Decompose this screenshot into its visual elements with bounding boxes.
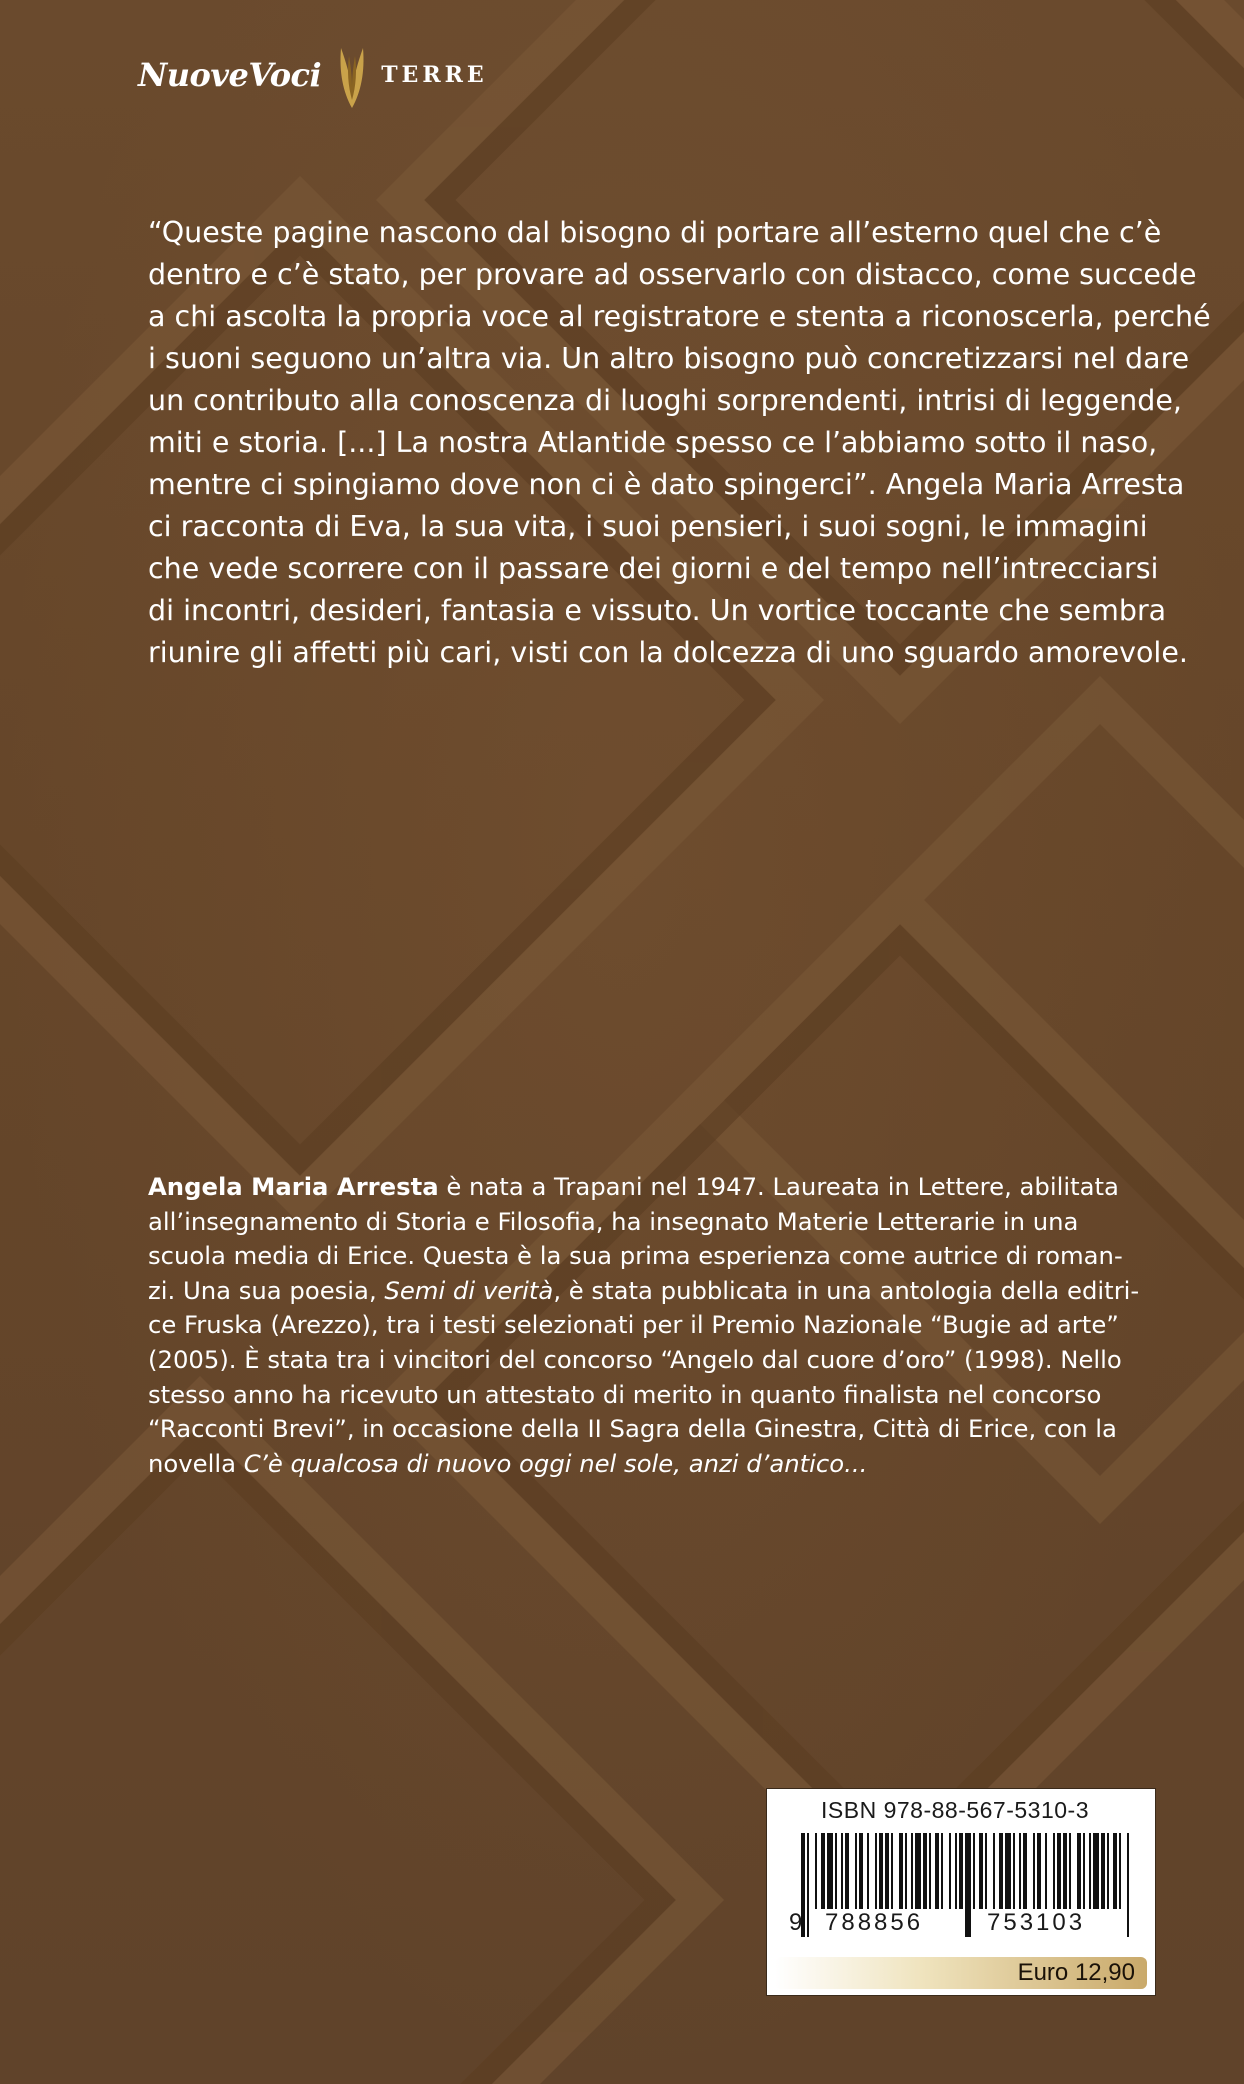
blurb-line: miti e storia. [...] La nostra Atlantide spesso ce l’abbiamo sotto il naso, [148, 426, 1158, 459]
barcode-bar [1107, 1833, 1109, 1909]
poem-title: Semi di verità [384, 1275, 554, 1305]
barcode-digit-group-2: 753103 [987, 1909, 1086, 1936]
barcode-bar [879, 1833, 883, 1909]
series-name: TERRE [381, 62, 488, 88]
barcode-bar [885, 1833, 889, 1909]
flame-logo-icon [337, 42, 367, 108]
barcode-bar [949, 1833, 951, 1909]
barcode-bar [973, 1833, 975, 1909]
barcode-bar [1083, 1833, 1085, 1909]
barcode-bar [1013, 1833, 1015, 1909]
price-bar [775, 1957, 1147, 1989]
blurb-line: a chi ascolta la propria voce al registratore e stenta a riconoscerla, perché [148, 300, 1211, 333]
blurb-line: di incontri, desideri, fantasia e vissuto. Un vortice toccante che sembra [148, 594, 1167, 627]
barcode-bar [985, 1833, 987, 1909]
blurb-line: “Queste pagine nascono dal bisogno di portare all’esterno quel che c’è [148, 216, 1162, 249]
bio-line: stesso anno ha ricevuto un attestato di merito in quanto finalista nel concorso [148, 1379, 1102, 1409]
barcode-bar [1069, 1833, 1071, 1909]
barcode-bar [891, 1833, 893, 1909]
barcode-bar [1033, 1833, 1035, 1909]
isbn-label: ISBN 978-88-567-5310-3 [821, 1797, 1089, 1823]
barcode-digit-first: 9 [789, 1909, 803, 1936]
novella-title: C’è qualcosa di nuovo oggi nel sole, anzi d’antico... [243, 1448, 868, 1478]
barcode-bar [999, 1833, 1003, 1909]
bio-line: novella C’è qualcosa di nuovo oggi nel sole, anzi d’antico... [148, 1448, 868, 1478]
blurb-line: un contributo alla conoscenza di luoghi sorprendenti, intrisi di leggende, [148, 384, 1182, 417]
author-bio [148, 1170, 1140, 1481]
barcode-bar [905, 1833, 907, 1909]
barcode-bar [1119, 1833, 1121, 1909]
barcode-bar [821, 1833, 825, 1909]
barcode-bar [835, 1833, 837, 1909]
barcode-bar [1005, 1833, 1011, 1909]
barcode-bar [1023, 1833, 1027, 1909]
barcode-bar [1093, 1833, 1099, 1909]
isbn-barcode-box [766, 1788, 1156, 1996]
blurb-line: dentro e c’è stato, per provare ad osservarlo con distacco, come succede [148, 258, 1197, 291]
barcode-bar [1019, 1833, 1021, 1909]
bio-line: all’insegnamento di Storia e Filosofia, ha insegnato Materie Letterarie in una [148, 1206, 1079, 1236]
blurb-line: ci racconta di Eva, la sua vita, i suoi pensieri, i suoi sogni, le immagini [148, 510, 1148, 543]
publisher-header [138, 40, 488, 110]
barcode-bar [915, 1833, 921, 1909]
blurb-line: riunire gli affetti più cari, visti con la dolcezza di uno sguardo amorevole. [148, 636, 1188, 669]
barcode-bar [1113, 1833, 1117, 1909]
barcode-digits [789, 1909, 1139, 1937]
bio-line: (2005). È stata tra i vincitori del concorso “Angelo dal cuore d’oro” (1998). Nello [148, 1344, 1122, 1374]
barcode-bar [867, 1833, 869, 1909]
barcode-bar [1089, 1833, 1091, 1909]
blurb-line: che vede scorrere con il passare dei giorni e del tempo nell’intrecciarsi [148, 552, 1159, 585]
barcode-bar [979, 1833, 983, 1909]
author-name: Angela Maria Arresta [148, 1172, 439, 1201]
barcode-bar [911, 1833, 913, 1909]
barcode-bar [1101, 1833, 1105, 1909]
blurb-line: mentre ci spingiamo dove non ci è dato spingerci”. Angela Maria Arresta [148, 468, 1185, 501]
barcode-bar [959, 1833, 963, 1909]
blurb-line: i suoni seguono un’altra via. Un altro bisogno può concretizzarsi nel dare [148, 342, 1190, 375]
barcode-bar [941, 1833, 943, 1909]
barcode-bar [875, 1833, 877, 1909]
barcode-bar [1045, 1833, 1047, 1909]
barcode-bar [841, 1833, 843, 1909]
bio-line: scuola media di Erice. Questa è la sua prima esperienza come autrice di roman- [148, 1241, 1123, 1271]
barcode-bar [1077, 1833, 1081, 1909]
barcode-bar [855, 1833, 857, 1909]
barcode-bar [845, 1833, 849, 1909]
barcode-bar [1057, 1833, 1061, 1909]
barcode-digit-group-1: 788856 [825, 1909, 924, 1936]
barcode-bar [929, 1833, 931, 1909]
barcode-bar [955, 1833, 957, 1909]
barcode-bar [1037, 1833, 1041, 1909]
publisher-brand: NuoveVoci [138, 56, 322, 94]
barcode-bar [815, 1833, 817, 1909]
barcode-bar [859, 1833, 863, 1909]
barcode-bar [993, 1833, 995, 1909]
price-label: Euro 12,90 [1017, 1959, 1135, 1986]
barcode-bar [827, 1833, 833, 1909]
bio-line: ce Fruska (Arezzo), tra i testi selezionati per il Premio Nazionale “Bugie ad arte” [148, 1310, 1119, 1340]
book-blurb [148, 212, 1211, 674]
barcode-bar [1063, 1833, 1067, 1909]
barcode-bar [899, 1833, 903, 1909]
barcode-bar [935, 1833, 939, 1909]
bio-line: zi. Una sua poesia, Semi di verità, è stata pubblicata in una antologia della editri- [148, 1275, 1140, 1305]
bio-line: “Racconti Brevi”, in occasione della II Sagra della Ginestra, Città di Erice, con la [148, 1414, 1117, 1444]
barcode-bar [923, 1833, 927, 1909]
barcode-bar [1053, 1833, 1055, 1909]
bio-line: Angela Maria Arresta è nata a Trapani nel 1947. Laureata in Lettere, abilitata [148, 1172, 1119, 1201]
